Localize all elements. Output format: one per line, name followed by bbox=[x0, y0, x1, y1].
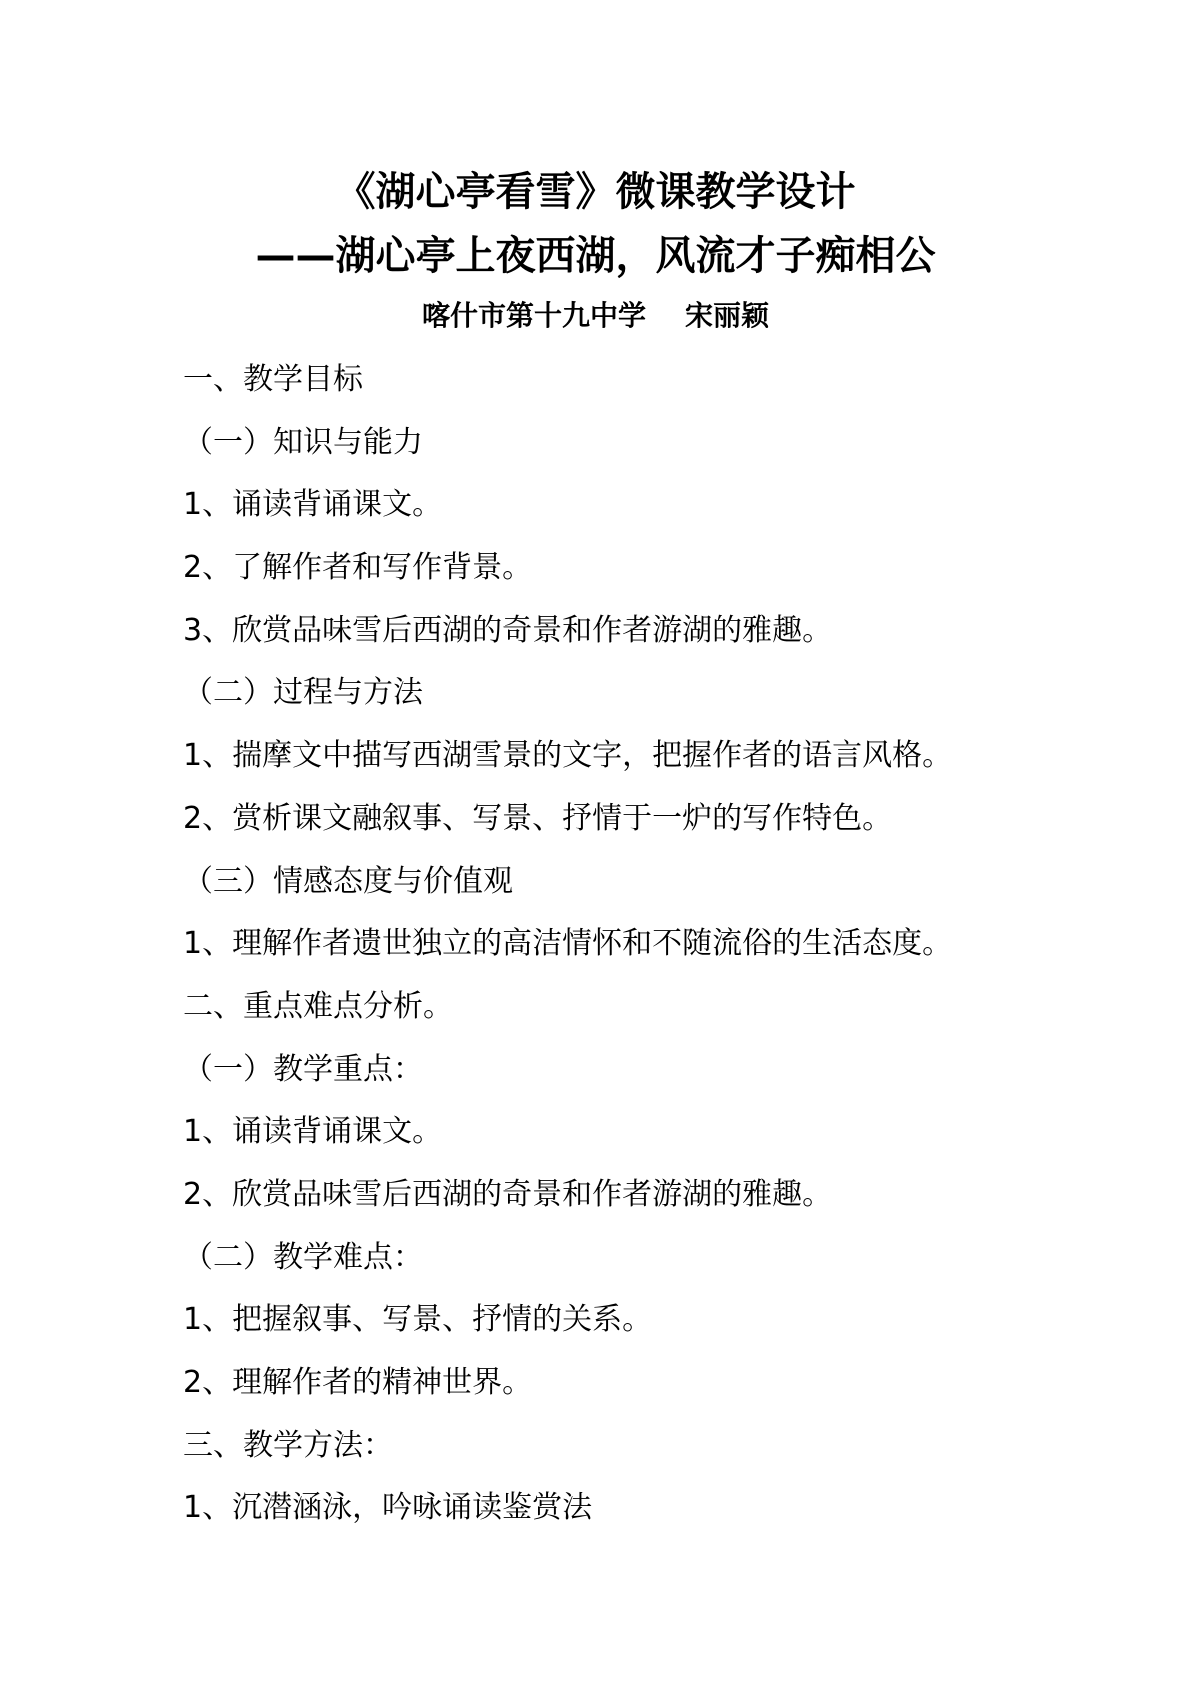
subsection-heading: （二）过程与方法 bbox=[183, 675, 423, 711]
list-item: 1、沉潜涵泳，吟咏诵读鉴赏法 bbox=[183, 1490, 593, 1526]
section-heading: 一、教学目标 bbox=[183, 362, 363, 397]
subsection-heading: （三）情感态度与价值观 bbox=[183, 863, 513, 899]
document-body bbox=[183, 362, 1083, 1553]
list-item: 2、了解作者和写作背景。 bbox=[183, 550, 533, 586]
list-item: 3、欣赏品味雪后西湖的奇景和作者游湖的雅趣。 bbox=[183, 612, 833, 648]
list-item: 1、诵读背诵课文。 bbox=[183, 1114, 443, 1150]
document-title: 《湖心亭看雪》微课教学设计 bbox=[335, 169, 856, 215]
document-subtitle: ——湖心亭上夜西湖，风流才子痴相公 bbox=[255, 233, 936, 279]
subsection-heading: （二）教学难点： bbox=[183, 1239, 423, 1275]
list-item: 2、理解作者的精神世界。 bbox=[183, 1365, 533, 1400]
section-heading: 二、重点难点分析。 bbox=[183, 988, 453, 1024]
list-item: 1、把握叙事、写景、抒情的关系。 bbox=[183, 1302, 653, 1338]
subsection-heading: （一）知识与能力 bbox=[183, 424, 423, 460]
subsection-heading: （一）教学重点： bbox=[183, 1051, 423, 1087]
section-heading: 三、教学方法： bbox=[183, 1427, 393, 1463]
author-line: 喀什市第十九中学 宋丽颖 bbox=[422, 299, 769, 332]
list-item: 1、理解作者遗世独立的高洁情怀和不随流俗的生活态度。 bbox=[183, 926, 953, 962]
list-item: 2、欣赏品味雪后西湖的奇景和作者游湖的雅趣。 bbox=[183, 1176, 833, 1212]
list-item: 1、诵读背诵课文。 bbox=[183, 487, 443, 523]
list-item: 1、揣摩文中描写西湖雪景的文字，把握作者的语言风格。 bbox=[183, 738, 953, 774]
list-item: 2、赏析课文融叙事、写景、抒情于一炉的写作特色。 bbox=[183, 800, 893, 836]
